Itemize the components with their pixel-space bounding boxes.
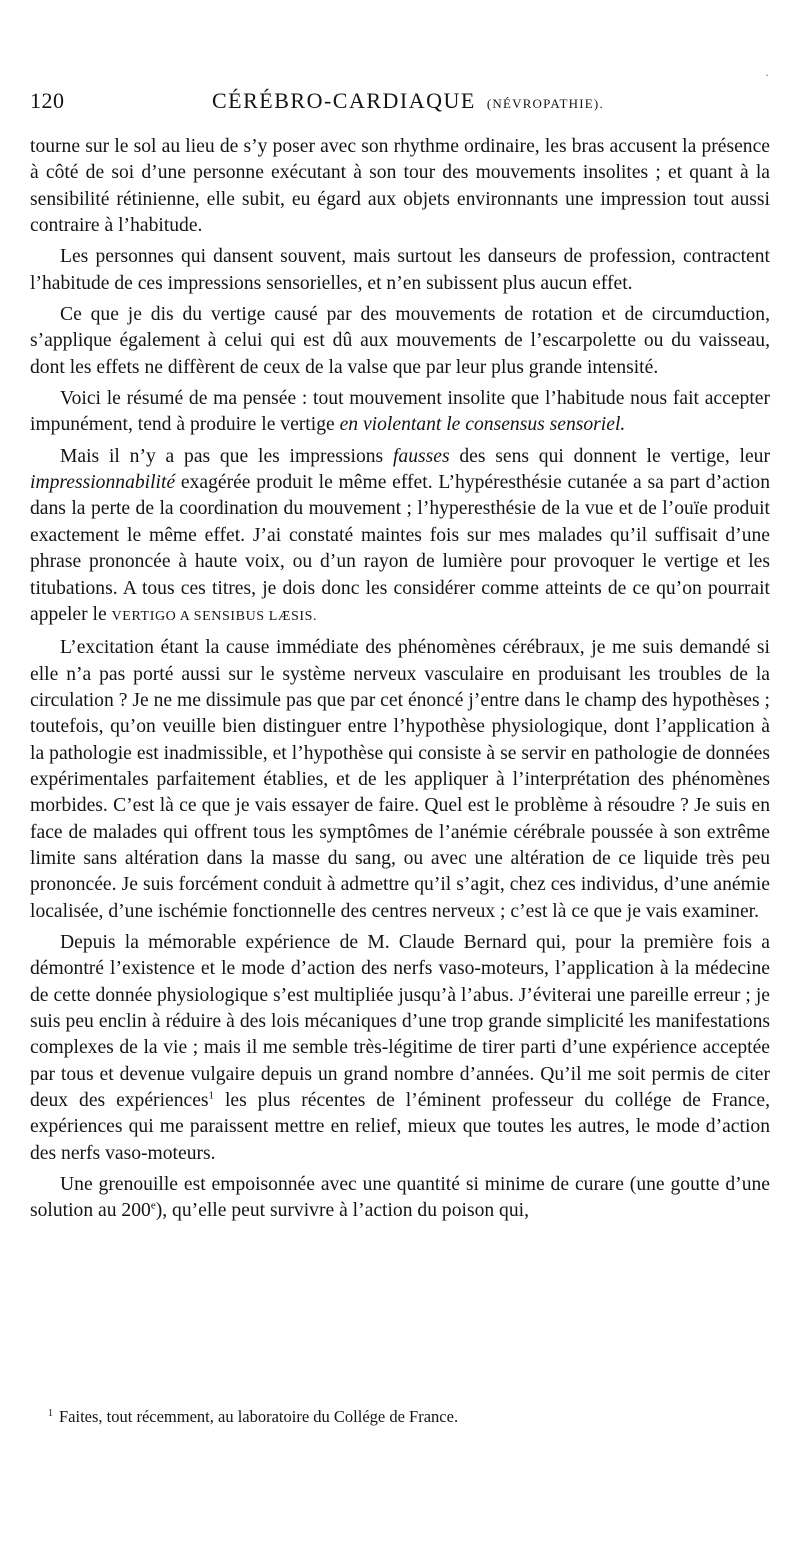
paragraph-4-text: Voici le résumé de ma pensée : tout mouvement insolite que l’habitude nous fait accepter impunément, tend à produire le vertige [30,388,770,436]
paragraph-8-superscript: e [150,1199,156,1212]
paragraph-5 [30,444,770,630]
paragraph-8-text-a: Une grenouille est empoisonnée avec une quantité si minime de curare (une goutte d’une solution au 200 [30,1174,770,1222]
footnote-text: Faites, tout récemment, au laboratoire du Collége de France. [59,1407,459,1426]
footnote-reference: 1 [208,1089,215,1102]
paragraph-2: Les personnes qui dansent souvent, mais surtout les danseurs de profession, contractent l’habitude de ces impressions sensorielles, et n’en subissent plus aucun effet. [30,246,770,294]
paragraph-4 [30,386,770,439]
paragraph-3: Ce que je dis du vertige causé par des mouvements de rotation et de circumduction, s’applique également à celui qui est dû aux mouvements de l’escarpolette ou du vaisseau, dont les effets ne diffèrent de ceux de la valse que par leur plus grande intensité. [30,304,770,378]
paragraph-5-italic-fausses: fausses [392,445,450,467]
paragraph-5-text-c: des sens qui donnent le vertige, leur [449,445,770,467]
paragraph-7-text-b: les plus récentes de l’éminent professeur du collége de France, expériences qui me paraissent mettre en relief, mieux que toutes les autres, le mode d’action des nerfs vaso-moteurs. [30,1090,770,1164]
paragraph-5-latin-term: VERTIGO A SENSIBUS LÆSIS. [111,608,318,624]
running-header [30,88,770,128]
paragraph-7 [30,930,770,1167]
paragraph-8 [30,1172,770,1225]
body-text [30,134,770,1225]
footnote-marker: 1 [48,1407,53,1419]
paragraph-5-text-a: Mais il n’y a pas que les impressions [60,445,393,467]
paragraph-4-italic: en violentant le consensus sensoriel. [339,414,626,436]
running-title-subtitle: (NÉVROPATHIE). [486,96,604,111]
paragraph-5-text-e: exagérée produit le même effet. L’hypéresthésie cutanée a sa part d’action dans la perte de la coordination du mouvement ; l’hyperesthésie de la vue et de l’ouïe produit exactement le même effet. J’ai constaté maintes fois sur mes malades qu’il suffisait d’une phrase prononcée à haute voix, ou d’un rayon de lumière pour provoquer le vertige et les titubations. A tous ces titres, je dois donc les considérer comme atteints de ce qu’on pourrait appeler le [30,472,770,625]
margin-mark: · [765,68,769,82]
paragraph-1: tourne sur le sol au lieu de s’y poser avec son rhythme ordinaire, les bras accusent la présence à côté de soi d’une personne exécutant à son tour des mouvements insolites ; et quant à la sensibilité rétinienne, elle subit, eu égard aux objets environnants une impression tout aussi contraire à l’habitude. [30,136,770,237]
running-title [212,88,604,114]
paragraph-8-text-b: ), qu’elle peut survivre à l’action du poison qui, [155,1200,529,1222]
footnote [48,1406,768,1428]
paragraph-6: L’excitation étant la cause immédiate des phénomènes cérébraux, je me suis demandé si elle n’a pas porté aussi sur le système nerveux vasculaire en produisant les troubles de la circulation ? Je ne me dissimule pas que par cet énoncé j’entre dans le champ des hypothèses ; toutefois, qu’on veuille bien distinguer entre l’hypothèse physiologique, dont l’application à la pathologie est inadmissible, et l’hypothèse qui consiste à se servir en pathologie de données expérimentales parfaitement établies, et de les appliquer à l’interprétation des phénomènes morbides. C’est là ce que je vais essayer de faire. Quel est le problème à résoudre ? Je suis en face de malades qui offrent tous les symptômes de l’anémie cérébrale poussée à son extrême limite sans altération dans la masse du sang, ou avec une altération de ce liquide très peu prononcée. Je suis forcément conduit à admettre qu’il s’agit, chez ces individus, d’une anémie localisée, d’une ischémie fonctionnelle des centres nerveux ; c’est là ce que je vais examiner. [30,637,770,922]
running-title-main: CÉRÉBRO-CARDIAQUE [212,88,476,113]
paragraph-7-text-a: Depuis la mémorable expérience de M. Claude Bernard qui, pour la première fois a démontré l’existence et le mode d’action des nerfs vaso-moteurs, l’application à la médecine de cette donnée physiologique s’est multipliée jusqu’à l’abus. J’éviterai une pareille erreur ; je suis peu enclin à réduire à des lois mécaniques d’une trop grande simplicité les manifestations complexes de la vie ; mais il me semble très-légitime de tirer parti d’une expérience acceptée par tous et devenue vulgaire depuis un grand nombre d’années. Qu’il me soit permis de citer deux des expériences [30,931,770,1112]
page-number: 120 [30,88,65,113]
paragraph-5-italic-impressionnabilite: impressionnabilité [30,472,176,494]
